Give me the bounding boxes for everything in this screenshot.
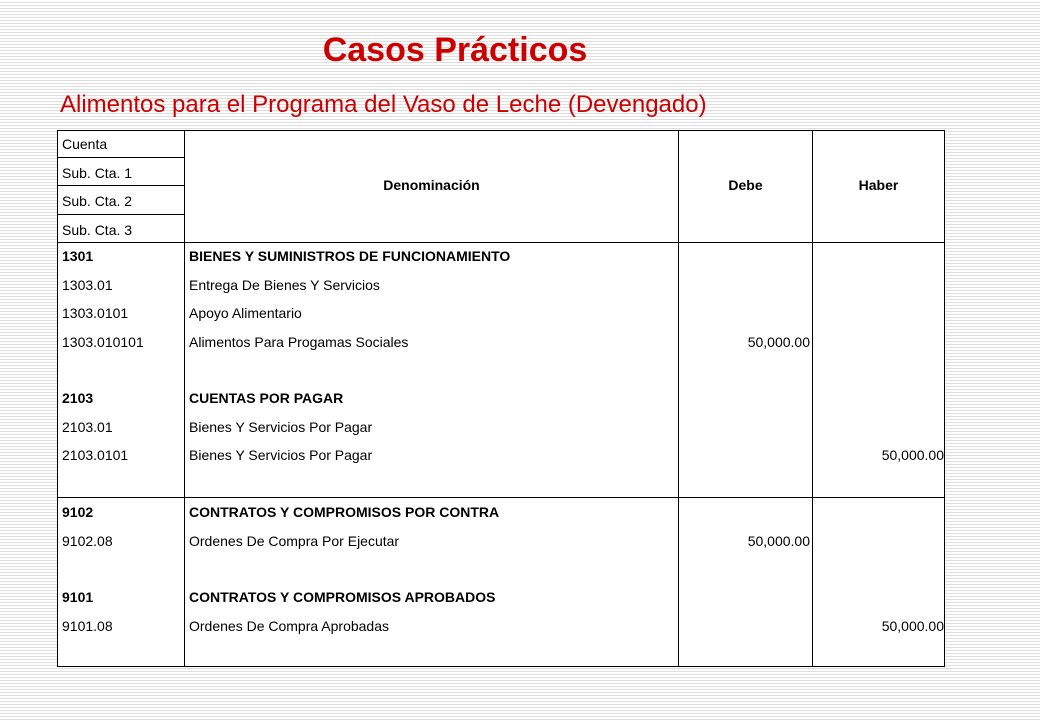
- row-description: Bienes Y Servicios Por Pagar: [189, 447, 373, 463]
- row-description: Ordenes De Compra Aprobadas: [189, 618, 389, 634]
- row-debe-amount: 50,000.00: [747, 334, 810, 350]
- row-haber-amount: 50,000.00: [881, 447, 944, 463]
- row-description: Ordenes De Compra Por Ejecutar: [189, 533, 400, 549]
- row-code: 1303.0101: [62, 305, 129, 321]
- header-haber: Haber: [858, 177, 899, 193]
- header-denominacion: Denominación: [383, 177, 480, 193]
- column-divider: [184, 131, 185, 666]
- header-bottom-line: [58, 242, 944, 243]
- header-debe: Debe: [728, 177, 763, 193]
- row-code: 1303.010101: [62, 334, 144, 350]
- row-code: 1303.01: [62, 277, 113, 293]
- row-code: 9102.08: [62, 533, 113, 549]
- header-divider: [58, 214, 184, 215]
- ledger-table: [57, 130, 945, 667]
- row-debe-amount: 50,000.00: [747, 533, 810, 549]
- row-code: 2103.0101: [62, 447, 129, 463]
- page-title: Casos Prácticos: [322, 31, 588, 69]
- row-code: 2103: [62, 390, 94, 406]
- row-description: Bienes Y Servicios Por Pagar: [189, 419, 373, 435]
- row-code: 9102: [62, 504, 94, 520]
- row-description: BIENES Y SUMINISTROS DE FUNCIONAMIENTO: [189, 248, 511, 264]
- row-code: 1301: [62, 248, 94, 264]
- row-description: Entrega De Bienes Y Servicios: [189, 277, 380, 293]
- row-description: CONTRATOS Y COMPROMISOS APROBADOS: [189, 589, 496, 605]
- row-description: Apoyo Alimentario: [189, 305, 302, 321]
- row-code: 9101: [62, 589, 94, 605]
- group-separator: [58, 497, 944, 498]
- header-cuenta: Cuenta: [62, 136, 108, 152]
- column-divider: [678, 131, 679, 666]
- header-sub-cta-1: Sub. Cta. 1: [62, 165, 133, 181]
- row-description: CUENTAS POR PAGAR: [189, 390, 344, 406]
- row-code: 2103.01: [62, 419, 113, 435]
- column-divider: [812, 131, 813, 666]
- row-description: Alimentos Para Progamas Sociales: [189, 334, 409, 350]
- row-code: 9101.08: [62, 618, 113, 634]
- row-description: CONTRATOS Y COMPROMISOS POR CONTRA: [189, 504, 500, 520]
- row-haber-amount: 50,000.00: [881, 618, 944, 634]
- header-sub-cta-3: Sub. Cta. 3: [62, 222, 133, 238]
- header-sub-cta-2: Sub. Cta. 2: [62, 193, 133, 209]
- header-divider: [58, 185, 184, 186]
- page-subtitle: Alimentos para el Programa del Vaso de Leche (Devengado): [60, 91, 707, 118]
- header-divider: [58, 157, 184, 158]
